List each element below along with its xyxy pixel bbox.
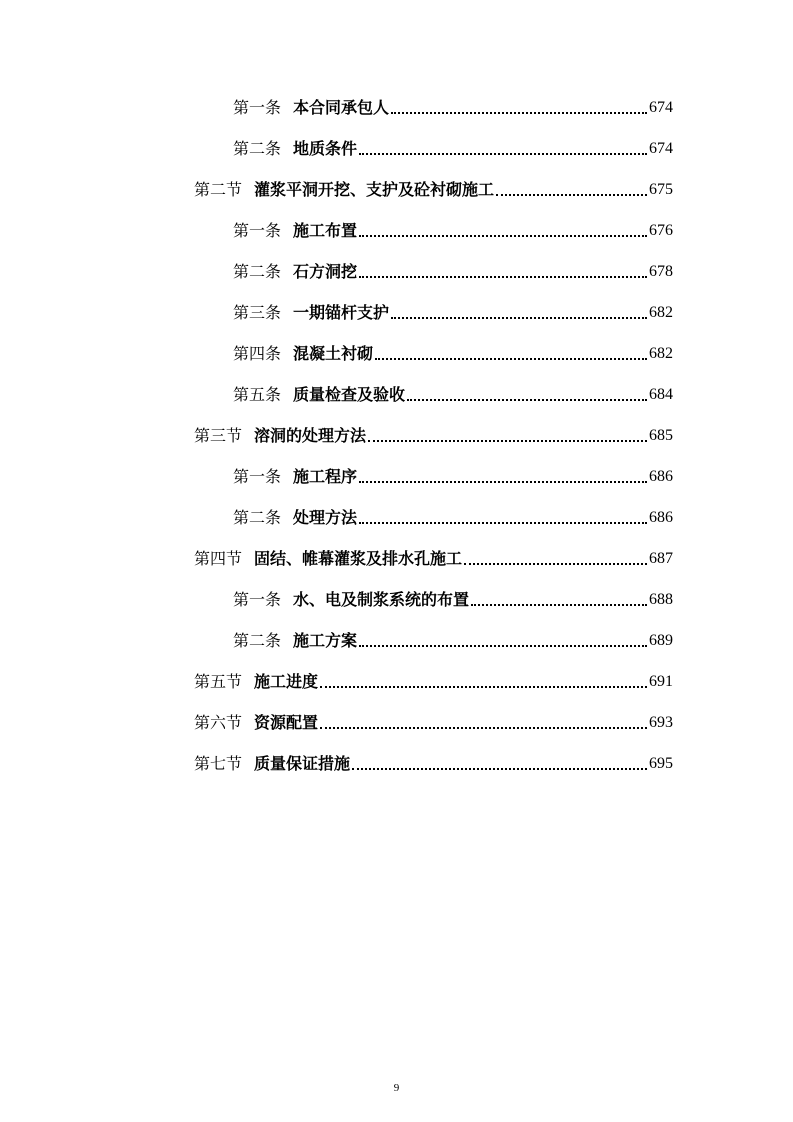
toc-entry-page: 678	[649, 263, 673, 280]
toc-entry-page: 675	[649, 181, 673, 198]
dot-leader	[391, 305, 647, 319]
toc-entry-prefix: 第二条	[233, 262, 282, 281]
toc-entry-prefix: 第六节	[194, 713, 243, 732]
dot-leader	[320, 674, 647, 688]
toc-entry-page: 695	[649, 755, 673, 772]
toc-entry[interactable]	[233, 623, 673, 651]
toc-entry-title: 资源配置	[254, 713, 319, 732]
toc-entry-prefix: 第一条	[233, 221, 282, 240]
toc-entry-page: 684	[649, 386, 673, 403]
dot-leader	[320, 715, 647, 729]
toc-section-entry[interactable]	[194, 541, 673, 569]
toc-entry-title: 质量检查及验收	[293, 385, 406, 404]
toc-entry-page: 687	[649, 550, 673, 567]
dot-leader	[496, 182, 647, 196]
toc-entry-prefix: 第五节	[194, 672, 243, 691]
toc-entry-title: 施工方案	[293, 631, 358, 650]
toc-entry[interactable]	[233, 213, 673, 241]
toc-section-entry[interactable]	[194, 664, 673, 692]
toc-entry-title: 地质条件	[293, 139, 358, 158]
toc-entry-title: 本合同承包人	[293, 98, 390, 117]
dot-leader	[407, 387, 647, 401]
toc-entry-prefix: 第一条	[233, 467, 282, 486]
toc-entry-title: 溶洞的处理方法	[254, 426, 367, 445]
toc-entry-page: 693	[649, 714, 673, 731]
toc-entry-title: 施工进度	[254, 672, 319, 691]
toc-entry-prefix: 第二条	[233, 139, 282, 158]
dot-leader	[375, 346, 647, 360]
toc-entry[interactable]	[233, 254, 673, 282]
toc-entry-page: 686	[649, 468, 673, 485]
toc-entry[interactable]	[233, 582, 673, 610]
toc-entry-page: 688	[649, 591, 673, 608]
toc-section-entry[interactable]	[194, 418, 673, 446]
toc-entry-title: 处理方法	[293, 508, 358, 527]
dot-leader	[359, 469, 647, 483]
toc-entry-page: 689	[649, 632, 673, 649]
toc-entry-page: 682	[649, 304, 673, 321]
dot-leader	[359, 264, 647, 278]
toc-entry-title: 质量保证措施	[254, 754, 351, 773]
toc-entry-title: 一期锚杆支护	[293, 303, 390, 322]
toc-entry[interactable]	[233, 295, 673, 323]
toc-entry-prefix: 第一条	[233, 590, 282, 609]
toc-entry-page: 674	[649, 140, 673, 157]
toc-entry-page: 686	[649, 509, 673, 526]
toc-entry-title: 水、电及制浆系统的布置	[293, 590, 470, 609]
toc-entry-title: 混凝土衬砌	[293, 344, 374, 363]
toc-section-entry[interactable]	[194, 172, 673, 200]
dot-leader	[368, 428, 647, 442]
toc-entry-page: 682	[649, 345, 673, 362]
dot-leader	[359, 633, 647, 647]
toc-section-entry[interactable]	[194, 746, 673, 774]
toc-entry[interactable]	[233, 90, 673, 118]
toc-entry-prefix: 第二节	[194, 180, 243, 199]
toc-entry-prefix: 第三节	[194, 426, 243, 445]
toc-entry-title: 施工程序	[293, 467, 358, 486]
toc-entry-prefix: 第一条	[233, 98, 282, 117]
toc-entry-prefix: 第七节	[194, 754, 243, 773]
toc-entry-prefix: 第二条	[233, 508, 282, 527]
toc-entry-prefix: 第五条	[233, 385, 282, 404]
page-number: 9	[393, 1082, 400, 1094]
dot-leader	[391, 100, 647, 114]
toc-entry-title: 石方洞挖	[293, 262, 358, 281]
dot-leader	[471, 592, 647, 606]
dot-leader	[352, 756, 647, 770]
toc-section-entry[interactable]	[194, 705, 673, 733]
toc-entry[interactable]	[233, 459, 673, 487]
toc-entry-page: 691	[649, 673, 673, 690]
toc-entry-prefix: 第三条	[233, 303, 282, 322]
toc-entry-prefix: 第四条	[233, 344, 282, 363]
toc-entry[interactable]	[233, 336, 673, 364]
toc-entry[interactable]	[233, 131, 673, 159]
toc-entry-prefix: 第四节	[194, 549, 243, 568]
dot-leader	[359, 223, 647, 237]
toc-entry[interactable]	[233, 377, 673, 405]
toc-entry-prefix: 第二条	[233, 631, 282, 650]
toc-entry-title: 固结、帷幕灌浆及排水孔施工	[254, 549, 463, 568]
toc-entry[interactable]	[233, 500, 673, 528]
toc-entry-page: 685	[649, 427, 673, 444]
toc-entry-title: 灌浆平洞开挖、支护及砼衬砌施工	[254, 180, 495, 199]
dot-leader	[359, 141, 647, 155]
toc-entry-page: 676	[649, 222, 673, 239]
dot-leader	[464, 551, 647, 565]
toc-entry-page: 674	[649, 99, 673, 116]
dot-leader	[359, 510, 647, 524]
toc-entry-title: 施工布置	[293, 221, 358, 240]
